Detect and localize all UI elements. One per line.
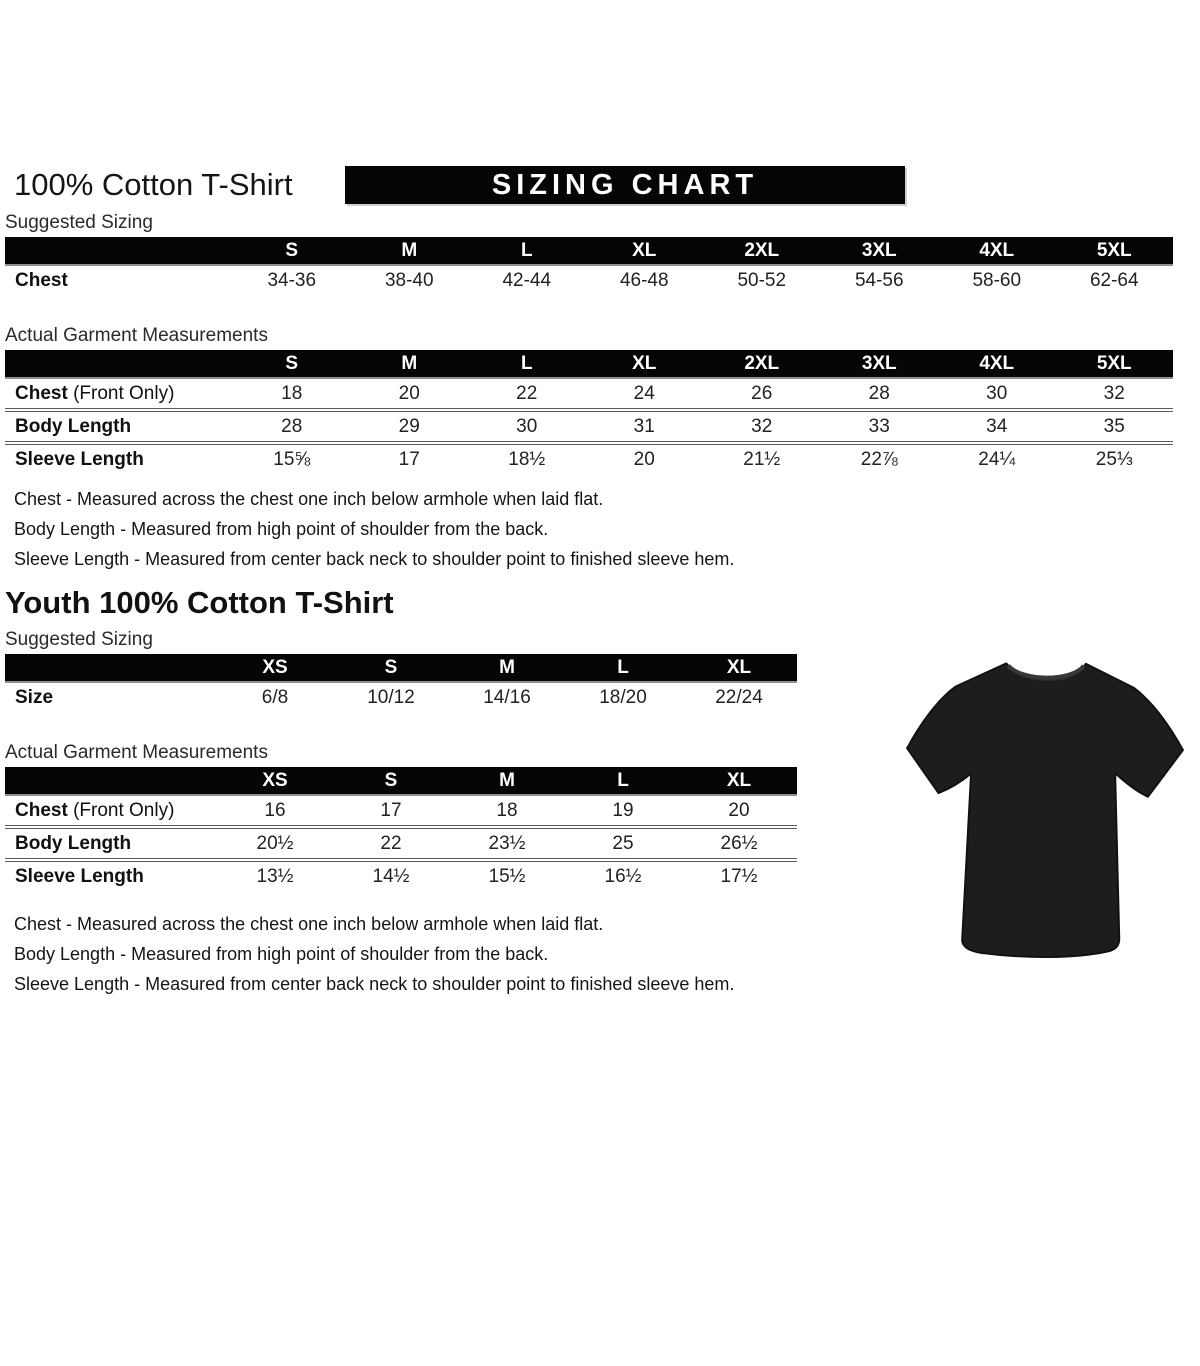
measurement-value: 22/24 (715, 686, 763, 708)
note-sleeve-length: Sleeve Length - Measured from center back neck to shoulder point to finished sleeve hem. (14, 549, 735, 569)
size-column-header: 3XL (821, 350, 939, 378)
measurement-value: 26½ (720, 832, 758, 854)
measurement-value: 13½ (256, 865, 294, 887)
measurement-value: 58-60 (972, 269, 1022, 291)
size-header-row (5, 767, 797, 795)
measurement-value: 20 (633, 448, 655, 470)
measurement-value: 22 (380, 832, 402, 854)
measurement-value: 30 (516, 415, 538, 437)
row-label: Sleeve Length (15, 448, 144, 470)
table-row (5, 827, 797, 860)
page-title: 100% Cotton T-Shirt (14, 167, 293, 202)
size-column-header: XL (586, 237, 704, 265)
measurement-value: 50-52 (737, 269, 787, 291)
measurement-value: 38-40 (384, 269, 434, 291)
size-header-row (5, 350, 1173, 378)
row-label: Size (15, 686, 54, 708)
note-sleeve-length: Sleeve Length - Measured from center back neck to shoulder point to finished sleeve hem. (14, 974, 735, 994)
size-column-header: S (333, 654, 449, 682)
measurement-value: 26 (751, 382, 773, 404)
header-spacer-cell (5, 237, 233, 265)
measurement-value: 20 (728, 799, 750, 821)
measurement-value: 22 (516, 382, 538, 404)
measurement-value: 14½ (372, 865, 410, 887)
youth-suggested-sizing-table (5, 654, 797, 712)
table-row (5, 410, 1173, 443)
table-row (5, 265, 1173, 295)
measurement-value: 20½ (256, 832, 294, 854)
size-column-header: S (233, 350, 351, 378)
table-row (5, 795, 797, 827)
size-column-header: L (565, 654, 681, 682)
measurement-value: 34-36 (267, 269, 317, 291)
measurement-value: 32 (1103, 382, 1125, 404)
size-column-header: L (468, 350, 586, 378)
table-row (5, 682, 797, 712)
header-spacer-cell (5, 350, 233, 378)
measurement-value: 14/16 (483, 686, 531, 708)
size-header-row (5, 237, 1173, 265)
measurement-value: 18 (496, 799, 518, 821)
measurement-value: 28 (868, 382, 890, 404)
youth-actual-measurements-label: Actual Garment Measurements (5, 742, 268, 763)
size-header-row (5, 654, 797, 682)
row-label: Chest (Front Only) (15, 799, 175, 821)
size-column-header: 2XL (703, 350, 821, 378)
measurement-value: 16 (264, 799, 286, 821)
size-column-header: XL (586, 350, 704, 378)
row-label: Chest (Front Only) (15, 382, 175, 404)
adult-actual-measurements-label: Actual Garment Measurements (5, 325, 268, 346)
youth-suggested-sizing-label: Suggested Sizing (5, 629, 153, 650)
measurement-value: 10/12 (367, 686, 415, 708)
size-column-header: L (468, 237, 586, 265)
measurement-value: 24¼ (978, 448, 1016, 470)
size-column-header: 5XL (1056, 237, 1174, 265)
measurement-value: 21½ (743, 448, 781, 470)
table-row (5, 860, 797, 891)
adult-measurement-notes (14, 484, 1200, 574)
measurement-value: 24 (633, 382, 655, 404)
size-column-header: 3XL (821, 237, 939, 265)
measurement-value: 54-56 (854, 269, 904, 291)
measurement-value: 17 (380, 799, 402, 821)
measurement-value: 23½ (488, 832, 526, 854)
size-column-header: 2XL (703, 237, 821, 265)
measurement-value: 42-44 (502, 269, 552, 291)
size-column-header: L (565, 767, 681, 795)
note-chest: Chest - Measured across the chest one inch below armhole when laid flat. (14, 914, 604, 934)
note-body-length: Body Length - Measured from high point of shoulder from the back. (14, 519, 549, 539)
measurement-value: 17 (398, 448, 420, 470)
size-column-header: 4XL (938, 237, 1056, 265)
header-spacer-cell (5, 767, 217, 795)
measurement-value: 18 (281, 382, 303, 404)
size-column-header: S (233, 237, 351, 265)
row-label: Body Length (15, 415, 132, 437)
measurement-value: 6/8 (261, 686, 289, 708)
adult-suggested-sizing-label: Suggested Sizing (5, 212, 153, 233)
size-column-header: 4XL (938, 350, 1056, 378)
youth-section-title: Youth 100% Cotton T-Shirt (5, 585, 394, 620)
row-label: Sleeve Length (15, 865, 144, 887)
size-column-header: M (351, 237, 469, 265)
tshirt-graphic (893, 638, 1195, 978)
adult-actual-measurements-table (5, 350, 1173, 474)
measurement-value: 34 (986, 415, 1008, 437)
size-column-header: XS (217, 654, 333, 682)
size-column-header: XL (681, 654, 797, 682)
adult-suggested-sizing-table (5, 237, 1173, 295)
size-column-header: XL (681, 767, 797, 795)
note-body-length: Body Length - Measured from high point of shoulder from the back. (14, 944, 549, 964)
header-row (14, 166, 1200, 204)
measurement-value: 20 (398, 382, 420, 404)
size-column-header: S (333, 767, 449, 795)
measurement-value: 18/20 (599, 686, 647, 708)
measurement-value: 28 (281, 415, 303, 437)
measurement-value: 35 (1103, 415, 1125, 437)
measurement-value: 15½ (488, 865, 526, 887)
measurement-value: 25 (612, 832, 634, 854)
measurement-value: 30 (986, 382, 1008, 404)
header-spacer-cell (5, 654, 217, 682)
measurement-value: 29 (398, 415, 420, 437)
size-column-header: 5XL (1056, 350, 1174, 378)
table-row (5, 443, 1173, 474)
size-column-header: M (449, 654, 565, 682)
row-label: Chest (15, 269, 68, 291)
youth-actual-measurements-table (5, 767, 797, 891)
measurement-value: 15⅝ (273, 448, 311, 470)
measurement-value: 32 (751, 415, 773, 437)
row-label: Body Length (15, 832, 132, 854)
measurement-value: 17½ (720, 865, 758, 887)
tshirt-image (893, 638, 1195, 978)
size-column-header: XS (217, 767, 333, 795)
measurement-value: 19 (612, 799, 634, 821)
measurement-value: 31 (633, 415, 655, 437)
size-column-header: M (351, 350, 469, 378)
measurement-value: 46-48 (619, 269, 669, 291)
measurement-value: 33 (868, 415, 890, 437)
measurement-value: 62-64 (1089, 269, 1139, 291)
measurement-value: 25⅓ (1095, 448, 1133, 470)
measurement-value: 16½ (604, 865, 642, 887)
note-chest: Chest - Measured across the chest one inch below armhole when laid flat. (14, 489, 604, 509)
measurement-value: 18½ (508, 448, 546, 470)
measurement-value: 22⅞ (860, 448, 898, 470)
table-row (5, 378, 1173, 410)
size-column-header: M (449, 767, 565, 795)
sizing-chart-banner: SIZING CHART (345, 166, 905, 204)
